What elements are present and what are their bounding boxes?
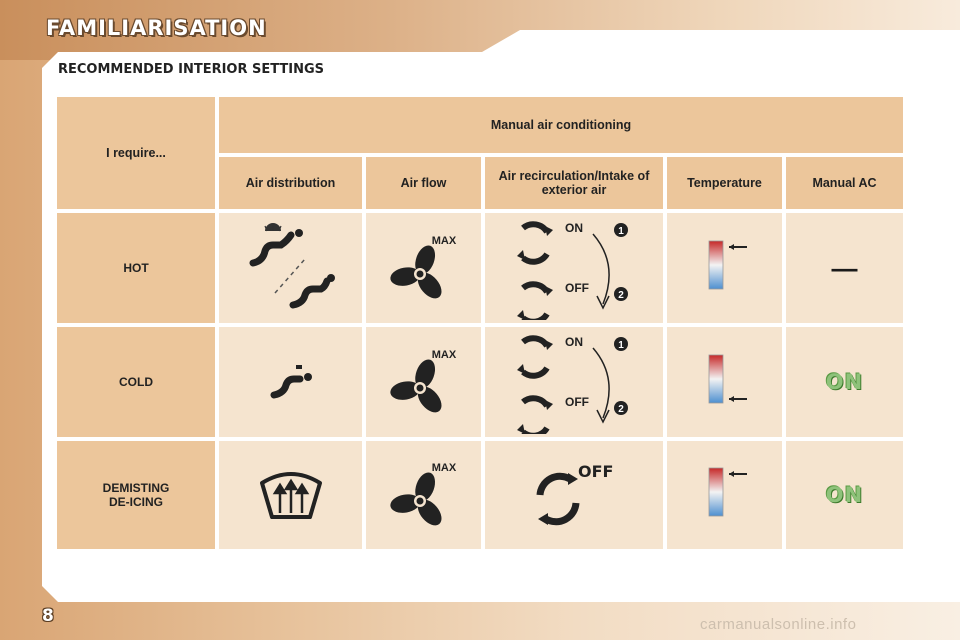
column-header-flow: [366, 157, 481, 209]
distribution-cell: [219, 441, 362, 549]
recirculation-arrows-icon: [523, 224, 547, 320]
row-label-cold: [57, 327, 215, 437]
section-title: RECOMMENDED INTERIOR SETTINGS: [58, 62, 325, 77]
fan-max-icon: [384, 455, 464, 535]
face-vent-icon: [266, 357, 316, 407]
column-label-ac: Manual AC: [812, 176, 877, 190]
fan-max-icon: [384, 228, 464, 308]
ac-cell: [786, 327, 903, 437]
recirc-off-label: OFF: [565, 281, 589, 295]
temperature-cold-icon: [695, 347, 755, 417]
fan-max-label: MAX: [431, 462, 456, 474]
temperature-cell: [667, 441, 782, 549]
row-label-text: DE-ICING: [109, 495, 163, 509]
distribution-cell: [219, 327, 362, 437]
temperature-hot-icon: [695, 460, 755, 530]
row-label-text: HOT: [123, 261, 149, 275]
row-header-label: I require...: [106, 146, 166, 160]
ac-on-label: ON: [825, 370, 864, 394]
fan-max-icon: [384, 342, 464, 422]
row-label-text: DEMISTING: [102, 481, 170, 495]
column-label-temperature: Temperature: [687, 176, 762, 190]
page-number: 8: [42, 606, 54, 626]
fan-max-label: MAX: [431, 349, 456, 361]
column-header-ac: [786, 157, 903, 209]
recirc-on-label: ON: [565, 221, 583, 235]
recirc-off-label: OFF: [565, 395, 589, 409]
distribution-cell: [219, 213, 362, 323]
windscreen-and-feet-vent-icon: [241, 223, 341, 313]
recirc-off-label: OFF: [578, 462, 614, 481]
step-one-badge: 1: [618, 340, 624, 351]
step-one-badge: 1: [618, 226, 624, 237]
flow-cell: [366, 327, 481, 437]
group-header-label: Manual air conditioning: [490, 118, 632, 132]
watermark: carmanualsonline.info: [700, 616, 857, 633]
flow-cell: [366, 213, 481, 323]
ac-off-dash: —: [831, 253, 858, 283]
recirculation-cell: [485, 213, 663, 323]
step-two-badge: 2: [618, 404, 624, 415]
recirculation-arrows-icon: [523, 338, 547, 434]
column-header-temperature: [667, 157, 782, 209]
recirculation-off-icon: [524, 455, 624, 535]
settings-table: [57, 97, 903, 549]
row-label-demisting: [57, 441, 215, 549]
recirc-on-label: ON: [565, 335, 583, 349]
recirculation-on-off-icon: [509, 330, 639, 434]
column-label-distribution: Air distribution: [245, 176, 336, 190]
column-header-distribution: [219, 157, 362, 209]
temperature-cell: [667, 327, 782, 437]
column-label-recirculation: Air recirculation/Intake of exterior air: [498, 169, 650, 197]
flow-cell: [366, 441, 481, 549]
chapter-title: FAMILIARISATION: [46, 16, 267, 40]
ac-on-label: ON: [825, 483, 864, 507]
ac-cell: [786, 213, 903, 323]
column-label-flow: Air flow: [400, 176, 447, 190]
row-label-hot: [57, 213, 215, 323]
windscreen-demist-icon: [256, 467, 326, 523]
row-label-text: COLD: [119, 375, 153, 389]
temperature-cell: [667, 213, 782, 323]
recirculation-on-off-icon: [509, 216, 639, 320]
row-header-cell: [57, 97, 215, 209]
step-two-badge: 2: [618, 290, 624, 301]
ac-cell: [786, 441, 903, 549]
column-header-recirculation: [485, 157, 663, 209]
fan-max-label: MAX: [431, 235, 456, 247]
group-header-cell: [219, 97, 903, 153]
recirculation-cell: [485, 441, 663, 549]
temperature-hot-icon: [695, 233, 755, 303]
recirculation-cell: [485, 327, 663, 437]
